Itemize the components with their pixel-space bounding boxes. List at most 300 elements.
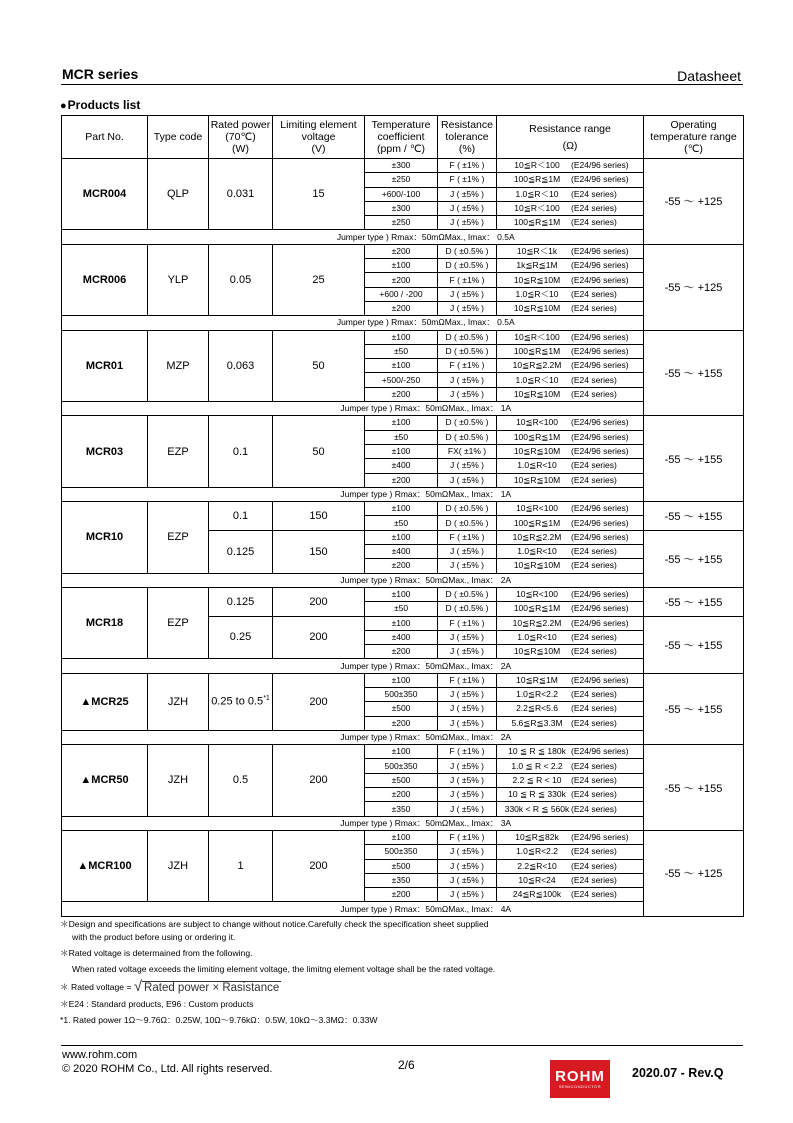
range-value: 10≦R≦1M (516, 674, 558, 685)
range-series: (E24 series) (571, 188, 617, 199)
range-series: (E24/96 series) (571, 360, 629, 371)
resistance-range (497, 244, 644, 258)
logo-sub: SEMICONDUCTOR (558, 1084, 602, 1089)
tolerance: J ( ±5% ) (438, 888, 497, 902)
resistance-range (497, 687, 644, 701)
bullet-icon: ● (60, 100, 67, 112)
tolerance: D ( ±0.5% ) (438, 587, 497, 601)
range-value: 100≦R≦1M (513, 346, 561, 356)
resistance-range (497, 845, 644, 859)
temp-coefficient: ±400 (365, 459, 438, 473)
doc-type-label: Datasheet (677, 68, 741, 84)
jumper-spec: Jumper type ) Rmax：50mΩMax., Imax： 1A (209, 402, 644, 416)
range-series: (E24/96 series) (571, 331, 629, 342)
type-code: JZH (148, 745, 209, 816)
temp-coefficient: 500±350 (365, 759, 438, 773)
jumper-spec: Jumper type ) Rmax：50mΩMax., Imax： 3A (209, 816, 644, 830)
temp-coefficient: ±200 (365, 273, 438, 287)
range-value: 100≦R≦1M (513, 431, 561, 442)
type-code: EZP (148, 416, 209, 487)
rated-power: 0.125 (209, 587, 273, 616)
jumper-blank (62, 402, 209, 416)
jumper-spec: Jumper type ) Rmax：50mΩMax., Imax： 2A (209, 573, 644, 587)
tolerance: F ( ±1% ) (438, 616, 497, 630)
products-table (61, 115, 744, 917)
tolerance: F ( ±1% ) (438, 745, 497, 759)
range-series: (E24/96 series) (571, 832, 629, 843)
temp-coefficient: ±350 (365, 873, 438, 887)
range-value: 1.0≦R<2.2 (516, 846, 558, 857)
table-row (62, 673, 744, 687)
temp-coefficient: ±200 (365, 888, 438, 902)
tolerance: F ( ±1% ) (438, 273, 497, 287)
tolerance: J ( ±5% ) (438, 802, 497, 816)
resistance-range (497, 273, 644, 287)
range-value: 330k < R ≦ 560k (504, 803, 570, 814)
note-design: ＊Design and specifications are subject to change without notice.Carefully check the specification sheet supplied (60, 919, 489, 929)
notes (60, 916, 495, 1029)
resistance-range (497, 330, 644, 344)
range-series: (E24/96 series) (571, 531, 629, 542)
resistance-range (497, 502, 644, 516)
col-tolerance: Resistance tolerance (%) (438, 116, 497, 159)
range-series: (E24/96 series) (571, 274, 629, 285)
range-series: (E24 series) (571, 460, 617, 471)
tolerance: F ( ±1% ) (438, 673, 497, 687)
tolerance: F ( ±1% ) (438, 173, 497, 187)
range-series: (E24 series) (571, 474, 617, 485)
part-number: MCR03 (62, 416, 148, 487)
resistance-range (497, 788, 644, 802)
range-series: (E24/96 series) (571, 503, 629, 514)
tolerance: J ( ±5% ) (438, 545, 497, 559)
resistance-range (497, 301, 644, 315)
range-value: 1.0≦R＜10 (515, 374, 559, 385)
operating-temp: -55 ～ +155 (644, 330, 744, 416)
tolerance: FX( ±1% ) (438, 444, 497, 458)
jumper-blank (62, 573, 209, 587)
operating-temp: -55 ～ +125 (644, 159, 744, 245)
range-value: 10≦R≦10M (513, 646, 561, 657)
tolerance: J ( ±5% ) (438, 559, 497, 573)
table-row (62, 330, 744, 344)
range-series: (E24 series) (571, 560, 617, 571)
part-number: MCR006 (62, 244, 148, 315)
tolerance: D ( ±0.5% ) (438, 516, 497, 530)
col-rated-power: Rated power (70℃) (W) (209, 116, 273, 159)
limiting-voltage: 200 (273, 830, 365, 901)
temp-coefficient: ±100 (365, 530, 438, 544)
range-series: (E24/96 series) (571, 603, 629, 614)
resistance-range (497, 216, 644, 230)
header-divider (61, 84, 743, 85)
range-value: 1.0≦R＜10 (515, 188, 559, 199)
temp-coefficient: ±50 (365, 602, 438, 616)
range-value: 10≦R≦2.2M (512, 617, 562, 628)
note-design-cont: with the product before using or ordering it. (72, 932, 236, 943)
temp-coefficient: +500/-250 (365, 373, 438, 387)
range-value: 10 ≦ R ≦ 330k (508, 789, 566, 800)
range-value: 10≦R<100 (516, 589, 558, 600)
jumper-row (62, 402, 744, 416)
operating-temp: -55 ～ +155 (644, 616, 744, 673)
tolerance: J ( ±5% ) (438, 473, 497, 487)
rated-power: 0.1 (209, 502, 273, 531)
resistance-range (497, 830, 644, 844)
table-row (62, 502, 744, 516)
operating-temp: -55 ～ +155 (644, 416, 744, 502)
operating-temp: -55 ～ +155 (644, 673, 744, 744)
resistance-range (497, 630, 644, 644)
col-limiting-voltage: Limiting element voltage (V) (273, 116, 365, 159)
range-series: (E24/96 series) (571, 746, 629, 757)
col-temp-coeff: Temperature coefficient (ppm / ℃) (365, 116, 438, 159)
limiting-voltage: 15 (273, 159, 365, 230)
range-value: 10≦R≦10M (513, 274, 561, 285)
resistance-range (497, 444, 644, 458)
range-series: (E24 series) (571, 860, 617, 871)
jumper-spec: Jumper type ) Rmax：50mΩMax., Imax： 0.5A (209, 316, 644, 330)
range-value: 1.0 ≦ R < 2.2 (511, 760, 563, 771)
operating-temp: -55 ～ +155 (644, 587, 744, 616)
range-value: 100≦R≦1M (513, 603, 561, 614)
type-code: JZH (148, 830, 209, 901)
jumper-spec: Jumper type ) Rmax：50mΩMax., Imax： 0.5A (209, 230, 644, 244)
type-code: YLP (148, 244, 209, 315)
tolerance: F ( ±1% ) (438, 159, 497, 173)
table-row (62, 416, 744, 430)
temp-coefficient: ±100 (365, 330, 438, 344)
temp-coefficient: 500±350 (365, 845, 438, 859)
jumper-blank (62, 487, 209, 501)
temp-coefficient: ±500 (365, 702, 438, 716)
range-series: (E24 series) (571, 374, 617, 385)
limiting-voltage: 200 (273, 616, 365, 659)
part-number: ▲MCR25 (62, 673, 148, 730)
tolerance: D ( ±0.5% ) (438, 244, 497, 258)
resistance-range (497, 173, 644, 187)
resistance-range (497, 516, 644, 530)
range-value: 10 ≦ R ≦ 180k (508, 746, 566, 757)
range-value: 10≦R<24 (518, 874, 556, 885)
temp-coefficient: ±100 (365, 616, 438, 630)
jumper-blank (62, 659, 209, 673)
range-series: (E24/96 series) (571, 431, 629, 442)
temp-coefficient: ±200 (365, 387, 438, 401)
range-series: (E24 series) (571, 760, 617, 771)
range-series: (E24/96 series) (571, 517, 629, 528)
range-series: (E24 series) (571, 203, 617, 214)
temp-coefficient: +600 / -200 (365, 287, 438, 301)
jumper-spec: Jumper type ) Rmax：50mΩMax., Imax： 4A (209, 902, 644, 916)
series-title: MCR series (62, 66, 139, 82)
tolerance: F ( ±1% ) (438, 530, 497, 544)
resistance-range (497, 545, 644, 559)
temp-coefficient: ±200 (365, 301, 438, 315)
range-value: 5.6≦R≦3.3M (511, 717, 563, 728)
table-row (62, 587, 744, 601)
resistance-range (497, 359, 644, 373)
temp-coefficient: ±200 (365, 645, 438, 659)
note-rated-voltage-cont: When rated voltage exceeds the limiting element voltage, the limitng element voltage shall be the rated voltage. (72, 963, 496, 974)
tolerance: J ( ±5% ) (438, 845, 497, 859)
range-series: (E24/96 series) (571, 346, 629, 356)
temp-coefficient: ±400 (365, 545, 438, 559)
rated-power: 0.063 (209, 330, 273, 401)
temp-coefficient: ±100 (365, 359, 438, 373)
resistance-range (497, 287, 644, 301)
table-row (62, 830, 744, 844)
jumper-blank (62, 816, 209, 830)
tolerance: F ( ±1% ) (438, 359, 497, 373)
resistance-range (497, 673, 644, 687)
resistance-range (497, 702, 644, 716)
limiting-voltage: 50 (273, 330, 365, 401)
temp-coefficient: ±300 (365, 159, 438, 173)
temp-coefficient: ±250 (365, 216, 438, 230)
range-series: (E24 series) (571, 889, 617, 900)
jumper-row (62, 902, 744, 916)
resistance-range (497, 716, 644, 730)
resistance-range (497, 344, 644, 358)
rated-power: 0.25 (209, 616, 273, 659)
range-value: 10≦R≦10M (513, 560, 561, 571)
jumper-spec: Jumper type ) Rmax：50mΩMax., Imax： 1A (209, 487, 644, 501)
temp-coefficient: ±300 (365, 201, 438, 215)
tolerance: J ( ±5% ) (438, 859, 497, 873)
jumper-row (62, 573, 744, 587)
range-value: 10≦R≦10M (513, 388, 561, 399)
range-series: (E24 series) (571, 874, 617, 885)
temp-coefficient: +600/-100 (365, 187, 438, 201)
rohm-logo (550, 1060, 610, 1098)
range-series: (E24 series) (571, 774, 617, 785)
range-series: (E24/96 series) (571, 160, 629, 171)
temp-coefficient: ±50 (365, 430, 438, 444)
range-series: (E24 series) (571, 846, 617, 857)
range-series: (E24 series) (571, 646, 617, 657)
tolerance: J ( ±5% ) (438, 216, 497, 230)
page-number: 2/6 (398, 1058, 415, 1072)
tolerance: J ( ±5% ) (438, 645, 497, 659)
tolerance: J ( ±5% ) (438, 387, 497, 401)
part-number: ▲MCR50 (62, 745, 148, 816)
limiting-voltage: 50 (273, 416, 365, 487)
range-value: 100≦R≦1M (513, 217, 561, 228)
temp-coefficient: ±100 (365, 673, 438, 687)
range-value: 100≦R≦1M (513, 517, 561, 528)
resistance-range (497, 645, 644, 659)
resistance-range (497, 530, 644, 544)
operating-temp: -55 ～ +125 (644, 830, 744, 916)
rated-power: 0.031 (209, 159, 273, 230)
jumper-row (62, 730, 744, 744)
operating-temp: -55 ～ +155 (644, 745, 744, 831)
range-series: (E24 series) (571, 217, 617, 228)
range-series: (E24/96 series) (571, 245, 629, 256)
temp-coefficient: ±200 (365, 788, 438, 802)
resistance-range (497, 430, 644, 444)
jumper-row (62, 230, 744, 244)
type-code: QLP (148, 159, 209, 230)
limiting-voltage: 200 (273, 587, 365, 616)
resistance-range (497, 759, 644, 773)
range-value: 2.2 ≦ R < 10 (512, 774, 562, 785)
range-value: 10≦R≦82k (515, 832, 559, 843)
tolerance: D ( ±0.5% ) (438, 330, 497, 344)
limiting-voltage: 150 (273, 530, 365, 573)
temp-coefficient: ±350 (365, 802, 438, 816)
temp-coefficient: ±50 (365, 344, 438, 358)
range-value: 10≦R＜100 (514, 331, 560, 342)
resistance-range (497, 159, 644, 173)
tolerance: D ( ±0.5% ) (438, 344, 497, 358)
range-value: 10≦R≦10M (513, 446, 561, 457)
temp-coefficient: ±100 (365, 416, 438, 430)
range-series: (E24/96 series) (571, 260, 629, 271)
temp-coefficient: ±200 (365, 244, 438, 258)
type-code: JZH (148, 673, 209, 730)
resistance-range (497, 773, 644, 787)
jumper-blank (62, 316, 209, 330)
range-value: 1.0≦R<10 (517, 460, 557, 471)
part-number: ▲MCR100 (62, 830, 148, 901)
resistance-range (497, 187, 644, 201)
range-series: (E24 series) (571, 789, 617, 800)
tolerance: J ( ±5% ) (438, 301, 497, 315)
range-value: 1k≦R≦1M (516, 260, 558, 271)
tolerance: J ( ±5% ) (438, 873, 497, 887)
range-value: 10≦R＜100 (514, 203, 560, 214)
limiting-voltage: 150 (273, 502, 365, 531)
range-value: 10≦R≦10M (513, 474, 561, 485)
tolerance: F ( ±1% ) (438, 830, 497, 844)
range-series: (E24 series) (571, 288, 617, 299)
tolerance: D ( ±0.5% ) (438, 502, 497, 516)
range-series: (E24 series) (571, 689, 617, 700)
range-value: 10≦R≦2.2M (512, 531, 562, 542)
table-row (62, 244, 744, 258)
revision: 2020.07 - Rev.Q (632, 1066, 724, 1080)
temp-coefficient: ±100 (365, 830, 438, 844)
range-series: (E24/96 series) (571, 589, 629, 600)
col-type-code: Type code (148, 116, 209, 159)
tolerance: J ( ±5% ) (438, 630, 497, 644)
footer-copyright: © 2020 ROHM Co., Ltd. All rights reserved. (62, 1063, 273, 1075)
range-series: (E24 series) (571, 388, 617, 399)
resistance-range (497, 473, 644, 487)
jumper-spec: Jumper type ) Rmax：50mΩMax., Imax： 2A (209, 730, 644, 744)
col-operating-temp: Operating temperature range (℃) (644, 116, 744, 159)
note-rated-power: *1. Rated power 1Ω～9.76Ω：0.25W, 10Ω～9.76kΩ：0.5W, 10kΩ～3.3MΩ：0.33W (60, 1015, 378, 1026)
temp-coefficient: ±200 (365, 473, 438, 487)
resistance-range (497, 459, 644, 473)
resistance-range (497, 559, 644, 573)
footer-url[interactable]: www.rohm.com (62, 1049, 138, 1061)
footnote-marker: *1 (263, 695, 270, 703)
tolerance: J ( ±5% ) (438, 373, 497, 387)
table-row (62, 159, 744, 173)
rated-power: 0.05 (209, 244, 273, 315)
temp-coefficient: ±50 (365, 516, 438, 530)
range-series: (E24/96 series) (571, 446, 629, 457)
note-series: ＊E24 : Standard products, E96 : Custom products (60, 999, 254, 1010)
range-series: (E24 series) (571, 303, 617, 314)
limiting-voltage: 25 (273, 244, 365, 315)
jumper-row (62, 487, 744, 501)
type-code: EZP (148, 502, 209, 573)
temp-coefficient: ±100 (365, 444, 438, 458)
rated-power: 0.25 to 0.5$^{*1}$ (209, 673, 273, 730)
table-row (62, 745, 744, 759)
jumper-spec: Jumper type ) Rmax：50mΩMax., Imax： 2A (209, 659, 644, 673)
col-part-no: Part No. (62, 116, 148, 159)
section-title-text: Products list (67, 98, 141, 112)
range-value: 10≦R＜100 (514, 160, 560, 171)
range-value: 10≦R≦10M (513, 303, 561, 314)
range-value: 2.2≦R<10 (517, 860, 557, 871)
temp-coefficient: ±100 (365, 587, 438, 601)
range-series: (E24 series) (571, 717, 617, 728)
rated-power: 1 (209, 830, 273, 901)
range-value: 1.0≦R＜10 (515, 288, 559, 299)
tolerance: D ( ±0.5% ) (438, 416, 497, 430)
temp-coefficient: 500±350 (365, 687, 438, 701)
tolerance: J ( ±5% ) (438, 702, 497, 716)
range-value: 1.0≦R<10 (517, 631, 557, 642)
range-value: 1.0≦R<10 (517, 546, 557, 557)
range-value: 10≦R＜1k (516, 245, 558, 256)
note-rated-voltage: ＊Rated voltage is determained from the following. (60, 948, 253, 959)
resistance-range (497, 802, 644, 816)
footer-divider (61, 1045, 743, 1046)
range-series: (E24/96 series) (571, 174, 629, 185)
resistance-range (497, 616, 644, 630)
jumper-blank (62, 230, 209, 244)
resistance-range (497, 873, 644, 887)
resistance-range (497, 416, 644, 430)
tolerance: J ( ±5% ) (438, 716, 497, 730)
range-series: (E24/96 series) (571, 617, 629, 628)
tolerance: D ( ±0.5% ) (438, 602, 497, 616)
resistance-range (497, 201, 644, 215)
part-number: MCR004 (62, 159, 148, 230)
jumper-row (62, 659, 744, 673)
tolerance: J ( ±5% ) (438, 201, 497, 215)
tolerance: J ( ±5% ) (438, 759, 497, 773)
logo-main: ROHM (555, 1068, 605, 1085)
range-series: (E24 series) (571, 703, 617, 714)
operating-temp: -55 ～ +155 (644, 502, 744, 531)
rated-power: 0.1 (209, 416, 273, 487)
resistance-range (497, 587, 644, 601)
temp-coefficient: ±200 (365, 559, 438, 573)
temp-coefficient: ±400 (365, 630, 438, 644)
tolerance: J ( ±5% ) (438, 687, 497, 701)
part-number: MCR01 (62, 330, 148, 401)
resistance-range (497, 259, 644, 273)
resistance-range (497, 859, 644, 873)
col-resistance-range: Resistance range (Ω) (497, 116, 644, 159)
resistance-range (497, 373, 644, 387)
tolerance: J ( ±5% ) (438, 287, 497, 301)
range-series: (E24 series) (571, 631, 617, 642)
jumper-row (62, 816, 744, 830)
section-title (60, 98, 140, 112)
tolerance: J ( ±5% ) (438, 459, 497, 473)
range-value: 10≦R<100 (516, 417, 558, 428)
operating-temp: -55 ～ +125 (644, 244, 744, 330)
